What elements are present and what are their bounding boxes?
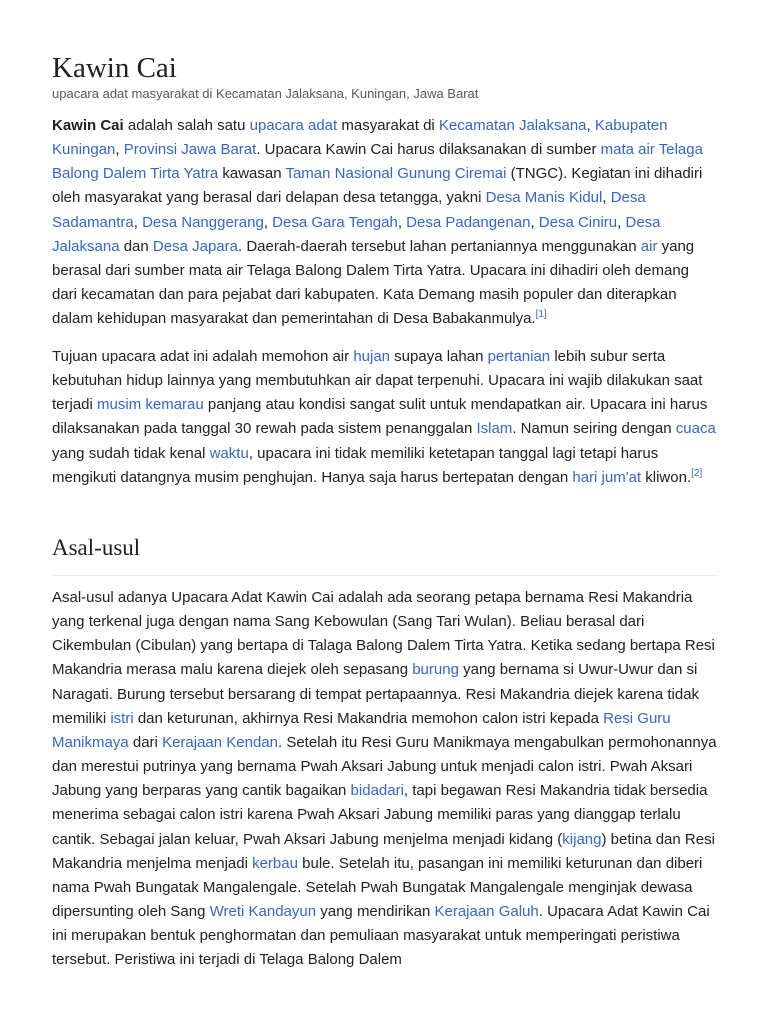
text: dan keturunan, akhirnya Resi Makandria memohon calon istri kepada [133, 709, 604, 727]
text: . Setelah itu Resi Guru Manikmaya mengabulkan permohonannya dan merestui putrinya yang bernama Pwah Aksari Jabung untuk menjadi calon istri. Pwah Aksari Jabung yang berparas yang cantik bagaikan [52, 733, 717, 800]
link-desa-nanggerang[interactable]: Desa Nanggerang [142, 213, 264, 231]
link-desa-ciniru[interactable]: Desa Ciniru [538, 213, 618, 231]
text: yang bernama si Uwur-Uwur dan si Naragati. Burung tersebut bersarang di tempat pertapaannya. Resi Makandria diejek karena tidak memiliki [52, 661, 700, 727]
text: dari [128, 733, 163, 751]
link-provinsi-jawa-barat[interactable]: Provinsi Jawa Barat [123, 141, 257, 159]
page-subtitle: upacara adat masyarakat di Kecamatan Jalaksana, Kuningan, Jawa Barat [52, 86, 479, 101]
text: kliwon. [641, 468, 692, 486]
link-waktu[interactable]: waktu [209, 444, 249, 462]
section-heading: Asal-usul [52, 535, 141, 560]
link-resi-guru-manikmaya[interactable]: Resi Guru Manikmaya [52, 709, 671, 751]
text: ) betina dan Resi Makandria menjelma menjadi [52, 830, 715, 872]
link-wreti-kandayun[interactable]: Wreti Kandayun [209, 903, 317, 921]
text: supaya lahan [390, 348, 488, 365]
link-pertanian[interactable]: pertanian [487, 348, 551, 365]
link-hujan[interactable]: hujan [353, 348, 391, 365]
text: , [115, 141, 124, 159]
text: . Upacara Kawin Cai harus dilaksanakan di sumber [256, 141, 601, 159]
link-istri[interactable]: istri [110, 709, 134, 727]
link-hari-jumat[interactable]: hari jum'at [572, 468, 642, 486]
paragraph-intro [52, 114, 718, 331]
link-desa-jalaksana[interactable]: Desa Jalaksana [52, 213, 661, 255]
link-air[interactable]: air [640, 237, 658, 255]
text: , [586, 117, 595, 134]
link-kijang[interactable]: kijang [562, 830, 602, 848]
text: , [133, 213, 143, 231]
link-islam[interactable]: Islam [476, 420, 513, 438]
text: kawasan [218, 165, 286, 183]
text: . Upacara Adat Kawin Cai ini merupakan bentuk penghormatan dan pemuliaan masyarakat untuk memperingati peristiwa tersebut. Peristiwa ini terjadi di Telaga Balong Dalem [52, 903, 710, 969]
paragraph-tujuan [52, 345, 718, 490]
text: adalah salah satu [123, 117, 250, 134]
text: , tapi begawan Resi Makandria tidak bersedia menerima sebagai calon istri karena Pwah Aksari Jabung memiliki paras yang dianggap terlalu cantik. Sebagai jalan keluar, Pwah Aksari Jabung menjelma menjadi kidang ( [52, 782, 708, 848]
text: , [263, 213, 273, 231]
link-desa-japara[interactable]: Desa Japara [152, 237, 238, 255]
link-desa-sadamantra[interactable]: Desa Sadamantra [52, 189, 646, 231]
bold-term: Kawin Cai [52, 117, 124, 134]
link-cuaca[interactable]: cuaca [675, 420, 716, 438]
page-title: Kawin Cai [52, 52, 177, 84]
link-kerajaan-galuh[interactable]: Kerajaan Galuh [434, 903, 539, 921]
reference-link-2[interactable]: [2] [691, 467, 703, 479]
text: , upacara ini tidak memiliki ketetapan tanggal lagi tetapi harus mengikuti datangnya musim penghujan. Hanya saja harus bertepatan dengan [52, 444, 659, 486]
link-desa-manis-kidul[interactable]: Desa Manis Kidul [485, 189, 603, 207]
text: dan [119, 237, 153, 255]
text: yang berasal dari sumber mata air Telaga Balong Dalem Tirta Yatra. Upacara ini dihadiri oleh demang dari kecamatan dan para pejabat dari kabupaten. Kata Demang masih populer dan diterapkan dalam kehidupan masyarakat dan pemerintahan di Desa Babakanmulya. [52, 237, 695, 328]
link-burung[interactable]: burung [412, 661, 459, 679]
link-kabupaten-kuningan[interactable]: Kabupaten Kuningan [52, 117, 668, 159]
link-desa-gara-tengah[interactable]: Desa Gara Tengah [272, 213, 398, 231]
text: , [397, 213, 407, 231]
text: (TNGC). Kegiatan ini dihadiri oleh masyarakat yang berasal dari delapan desa tetangga, yakni [52, 165, 703, 207]
link-kerajaan-kendan[interactable]: Kerajaan Kendan [162, 733, 278, 751]
text: yang mendirikan [316, 903, 435, 921]
link-kecamatan-jalaksana[interactable]: Kecamatan Jalaksana [438, 117, 587, 134]
text: lebih subur serta kebutuhan hidup lainnya yang membutuhkan air dapat terpenuhi. Upacara ini wajib dilakukan saat terjadi [52, 348, 703, 414]
text: . Daerah-daerah tersebut lahan pertaniannya menggunakan [237, 237, 641, 255]
link-kerbau[interactable]: kerbau [252, 854, 298, 872]
text: panjang atau kondisi sangat sulit untuk mendapatkan air. Upacara ini harus dilaksanakan pada tanggal 30 rewah pada sistem penanggalan [52, 396, 708, 438]
text: yang sudah tidak kenal [52, 444, 210, 462]
text: , [617, 213, 626, 231]
heading-divider [52, 575, 718, 576]
link-bidadari[interactable]: bidadari [350, 782, 404, 800]
text: , [602, 189, 611, 207]
text: , [530, 213, 539, 231]
link-musim-kemarau[interactable]: musim kemarau [97, 396, 204, 414]
text: Asal-usul adanya Upacara Adat Kawin Cai adalah ada seorang petapa bernama Resi Makandria yang terkenal juga dengan nama Sang Kebowulan (Sang Tari Wulan). Beliau berasal dari Cikembulan (Cibulan) yang bertapa di Talaga Balong Dalem Tirta Yatra. Ketika sedang bertapa Resi Makandria merasa malu karena diejek oleh sepasang [52, 589, 715, 679]
text: Tujuan upacara adat ini adalah memohon air [52, 348, 354, 365]
reference-link-1[interactable]: [1] [535, 309, 547, 321]
text: . Namun seiring dengan [512, 420, 676, 438]
link-upacara-adat[interactable]: upacara adat [249, 117, 338, 134]
text: masyarakat di [337, 117, 439, 134]
link-desa-padangenan[interactable]: Desa Padangenan [406, 213, 531, 231]
link-taman-nasional[interactable]: Taman Nasional Gunung Ciremai [285, 165, 507, 183]
paragraph-asal-usul [52, 586, 718, 973]
link-mata-air[interactable]: mata air Telaga Balong Dalem Tirta Yatra [52, 141, 703, 183]
text: bule. Setelah itu, pasangan ini memiliki keturunan dan diberi nama Pwah Bungatak Mangalengale. Setelah Pwah Bungatak Mangalengale menginjak dewasa dipersunting oleh Sang [52, 854, 703, 921]
